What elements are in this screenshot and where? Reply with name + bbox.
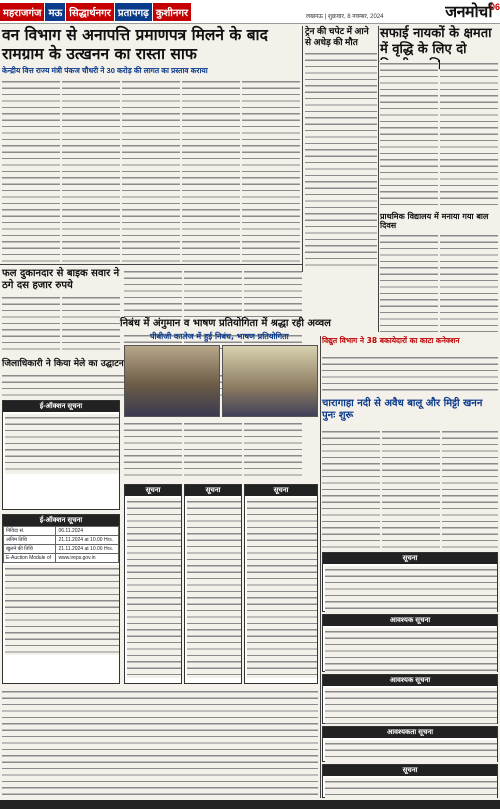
childrens-day-body — [380, 232, 438, 332]
edition-4: प्रतापगढ़ — [115, 3, 152, 21]
column-rule — [302, 26, 303, 272]
illegal-mining-headline: चारागाहा नदी से अवैध बालू और मिट्टी खनन पुनः शुरू — [322, 398, 483, 421]
essay-competition-subheadline: पीबीजी कालेज में हुई निबंध, भाषण प्रतियोगिता — [150, 332, 289, 341]
row-value: 21.11.2024 at 10.00 Hrs. — [56, 545, 119, 554]
newspaper-brand: जनमोर्चा — [445, 2, 492, 21]
public-notice-1-body — [127, 498, 181, 678]
right-notice-1-body — [325, 566, 497, 612]
right-notice-1 — [322, 552, 498, 612]
sanitation-training-headline: सफाई नायकों के क्षमता में वृद्धि के लिए दो — [380, 26, 492, 57]
fruit-vendor-body — [2, 294, 60, 354]
childrens-day-body-2 — [440, 232, 498, 332]
lead-body-col-5 — [242, 78, 300, 264]
right-notice-3-body — [325, 688, 497, 724]
train-accident-headline: ट्रेन की चपेट में आने से अधेड़ की मौत — [305, 26, 369, 47]
lead-headline: वन विभाग से अनापत्ति प्रमाणपत्र मिलने के बाद रामग्राम के उत्खनन का रास्ता साफ — [2, 26, 268, 63]
right-notice-5 — [322, 764, 498, 798]
lead-body-col-1 — [2, 78, 60, 264]
fruit-vendor-body-2 — [62, 294, 120, 354]
row-label: अंतिम तिथि — [4, 536, 56, 545]
public-notice-3-title: सूचना — [245, 485, 317, 496]
tender-notice-body — [5, 414, 119, 474]
row-value: 06.11.2024 — [56, 527, 119, 536]
right-notice-4 — [322, 726, 498, 762]
public-notice-2-title: सूचना — [185, 485, 241, 496]
right-notice-5-title: सूचना — [323, 765, 497, 776]
eauction-table — [3, 526, 119, 563]
edition-1: महराजगंज — [0, 3, 44, 21]
right-notice-5-body — [325, 778, 497, 798]
public-notice-3 — [244, 484, 318, 684]
masthead — [0, 0, 500, 24]
right-notice-2-body — [325, 628, 497, 672]
page-footer-bar — [0, 800, 500, 809]
right-notice-4-body — [325, 740, 497, 762]
training-story-col-2 — [440, 60, 498, 210]
illegal-mining-body-3 — [442, 428, 498, 548]
lead-body-col-3 — [122, 78, 180, 264]
essay-competition-body-3 — [244, 420, 302, 480]
row-value: 21.11.2024 at 10.00 Hrs. — [56, 536, 119, 545]
eauction-notice-title: ई-ऑक्शन सूचना — [3, 515, 119, 526]
right-notice-3-title: आवश्यक सूचना — [323, 675, 497, 686]
right-notice-2 — [322, 614, 498, 672]
training-story-col-1 — [380, 60, 438, 210]
eauction-label: E-Auction Module of — [4, 554, 56, 563]
lead-body-col-2 — [62, 78, 120, 264]
tender-notice-title: ई-ऑक्शन सूचना — [3, 401, 119, 412]
edition-tabs — [0, 2, 192, 22]
edition-5: कुशीनगर — [153, 3, 191, 21]
lead-body-col-4 — [182, 78, 240, 264]
right-notice-2-title: आवश्यक सूचना — [323, 615, 497, 626]
essay-competition-body — [124, 420, 182, 480]
row-rule — [0, 264, 302, 265]
illegal-mining-body-1 — [322, 428, 380, 548]
essay-competition-photo — [124, 345, 220, 417]
train-story-body — [305, 50, 377, 270]
public-notice-1-title: सूचना — [125, 485, 181, 496]
edition-3: सिद्धार्थनगर — [66, 3, 114, 21]
essay-competition-body-2 — [184, 420, 242, 480]
right-notice-4-title: आवश्यकता सूचना — [323, 727, 497, 738]
row-label: खुलने की तिथि — [4, 545, 56, 554]
classified-block — [2, 688, 318, 798]
dateline: लखनऊ | शुक्रवार, 8 नवम्बर, 2024 — [306, 14, 384, 20]
illegal-mining-body-2 — [382, 428, 440, 548]
row-label: निविदा सं. — [4, 527, 56, 536]
column-rule — [378, 26, 379, 332]
eauction-notice — [2, 514, 120, 684]
public-notice-1 — [124, 484, 182, 684]
right-notice-1-title: सूचना — [323, 553, 497, 564]
eauction-url: www.ireps.gov.in — [56, 554, 119, 563]
lead-subheadline: केन्द्रीय वित्त राज्य मंत्री पंकज चौधरी ने 30 करोड़ की लागत का प्रस्ताव कराया — [2, 66, 208, 75]
essay-competition-photo-2 — [222, 345, 318, 417]
eauction-body — [5, 565, 119, 655]
page-number: 06 — [489, 2, 500, 12]
essay-competition-headline: निबंध में अंगुमान व भाषण प्रतियोगिता में श्रद्धा रही अव्वल — [120, 318, 380, 330]
electricity-disconnect-headline: विद्युत विभाग ने 38 बकायेदारों का काटा कनेक्शन — [322, 336, 460, 345]
tender-notice-table — [2, 400, 120, 510]
public-notice-2 — [184, 484, 242, 684]
edition-2: मऊ — [45, 3, 65, 21]
public-notice-2-body — [187, 498, 241, 678]
childrens-day-headline: प्राथमिक विद्यालय में मनाया गया बाल दिवस — [380, 212, 489, 230]
column-rule — [320, 336, 321, 798]
electricity-body — [322, 354, 498, 394]
dm-fair-headline: जिलाधिकारी ने किया मेले का उद्घाटन — [2, 359, 124, 369]
fruit-vendor-headline: फल दुकानदार से बाइक सवार ने ठगे दस हजार रुपये — [2, 268, 120, 291]
public-notice-3-body — [247, 498, 317, 678]
right-notice-3 — [322, 674, 498, 724]
